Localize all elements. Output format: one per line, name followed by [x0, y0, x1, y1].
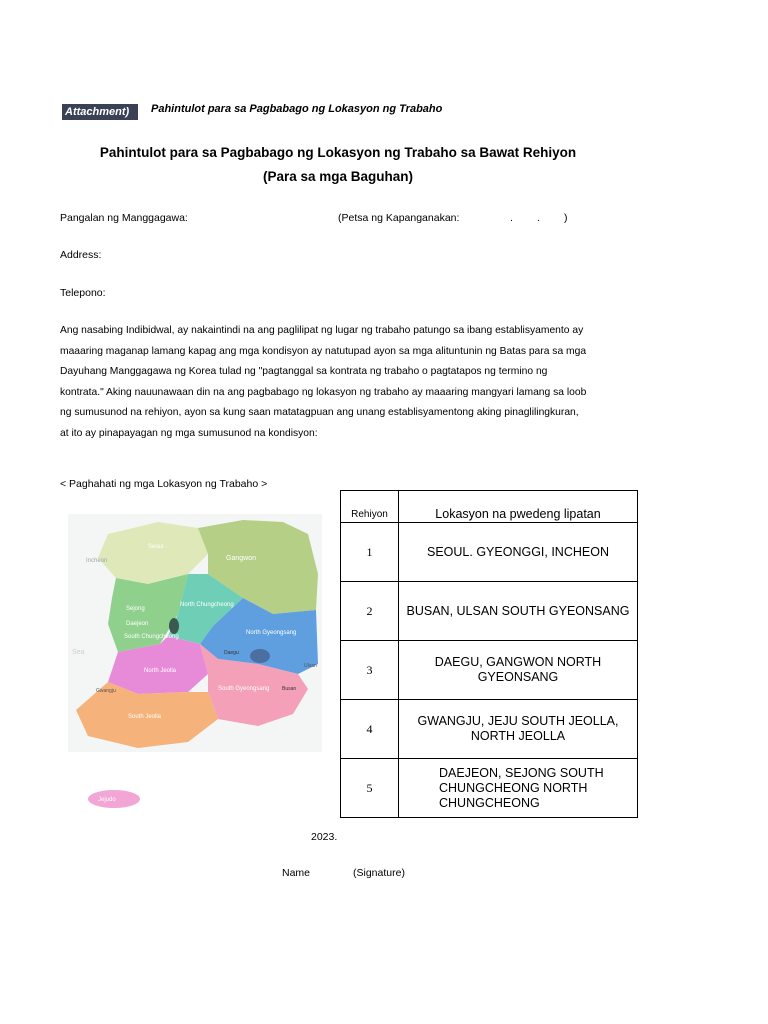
paragraph-line: ng sumusunod na rehiyon, ayon sa kung saan matatagpuan ang unang establisyamentong aking pinaglilingkuran, [60, 407, 579, 418]
table-row [341, 759, 638, 818]
paragraph-line: maaaring maganap lamang kapag ang mga kondisyon ay natutupad ayon sa mga alituntunin ng Batas para sa mga [60, 345, 587, 357]
worker-name-label: Pangalan ng Manggagawa: [60, 212, 188, 224]
signature-label: (Signature) [353, 867, 405, 879]
region-number: 1 [341, 523, 399, 582]
region-number: 2 [341, 582, 399, 641]
region-locations: DAEGU, GANGWON NORTH GYEONSANG [399, 641, 638, 700]
table-row [341, 641, 638, 700]
region-locations: DAEJEON, SEJONG SOUTH CHUNGCHEONG NORTH CHUNGCHEONG [399, 759, 638, 818]
map-label-north-gyeong: North Gyeongsang [246, 630, 297, 636]
region-locations: SEOUL. GYEONGGI, INCHEON [399, 523, 638, 582]
birthdate-label: (Petsa ng Kapanganakan: [338, 212, 460, 224]
map-label-busan: Busan [282, 686, 297, 692]
map-label-gangwon: Gangwon [226, 555, 256, 562]
header-title: Pahintulot para sa Pagbabago ng Lokasyon ng Trabaho [151, 103, 443, 115]
paragraph-line: Dayuhang Manggagawa ng Korea tulad ng "pagtanggal sa kontrata ng trabaho o pagtatapos ng termino ng [60, 366, 548, 377]
paragraph-line: kontrata." Aking nauunawaan din na ang pagbabago ng lokasyon ng trabaho ay maaaring mangyari lamang sa loob [60, 386, 587, 398]
map-label-north-jeolla: North Jeolla [144, 668, 177, 674]
region-table [340, 490, 638, 818]
consent-paragraph [60, 321, 640, 444]
map-label-north-chung: North Chungcheong [180, 602, 234, 608]
location-header: Lokasyon na pwedeng lipatan [399, 491, 638, 523]
region-locations: GWANGJU, JEJU SOUTH JEOLLA, NORTH JEOLLA [399, 700, 638, 759]
birthdate-dot-1: . [510, 212, 513, 224]
paragraph-line: Ang nasabing Indibidwal, ay nakaintindi na ang paglilipat ng lugar ng trabaho patungo sa ibang establisyamento ay [60, 325, 584, 336]
region-number: 4 [341, 700, 399, 759]
korea-region-map [68, 514, 322, 752]
table-row [341, 700, 638, 759]
attachment-badge: Attachment) [62, 104, 138, 120]
jeju-island [86, 787, 142, 811]
map-label-daejeon: Daejeon [126, 621, 149, 627]
map-label-sejong: Sejong [126, 606, 145, 612]
table-row [341, 523, 638, 582]
map-label-jeju: Jejudo [98, 797, 116, 803]
map-label-seoul: Seoul [148, 544, 164, 550]
page-title: Pahintulot para sa Pagbabago ng Lokasyon ng Trabaho sa Bawat Rehiyon [99, 145, 577, 160]
birthdate-dot-2: . [537, 212, 540, 224]
map-label-sea: Sea [72, 649, 85, 656]
table-row [341, 582, 638, 641]
region-number: 3 [341, 641, 399, 700]
region-number: 5 [341, 759, 399, 818]
year-text: 2023. [311, 831, 338, 843]
name-label: Name [282, 867, 311, 879]
map-label-incheon: Incheon [86, 558, 108, 564]
division-label: < Paghahati ng mga Lokasyon ng Trabaho > [60, 478, 268, 490]
region-locations: BUSAN, ULSAN SOUTH GYEONSANG [399, 582, 638, 641]
map-label-south-jeolla: South Jeolla [128, 714, 162, 720]
map-label-daegu: Daegu [224, 650, 239, 656]
map-label-gwangju: Gwangju [96, 688, 116, 694]
map-label-south-chung: South Chungcheong [124, 634, 179, 640]
region-header: Rehiyon [341, 491, 399, 523]
address-label: Address: [60, 249, 102, 261]
map-label-south-gyeong: South Gyeongsang [218, 686, 270, 692]
paragraph-line: at ito ay pinapayagan ng mga sumusunod na kondisyon: [60, 427, 318, 439]
phone-label: Telepono: [60, 287, 106, 299]
page-subtitle: (Para sa mga Baguhan) [262, 169, 414, 184]
birthdate-close: ) [564, 212, 568, 224]
map-label-ulsan: Ulsan [304, 663, 317, 669]
